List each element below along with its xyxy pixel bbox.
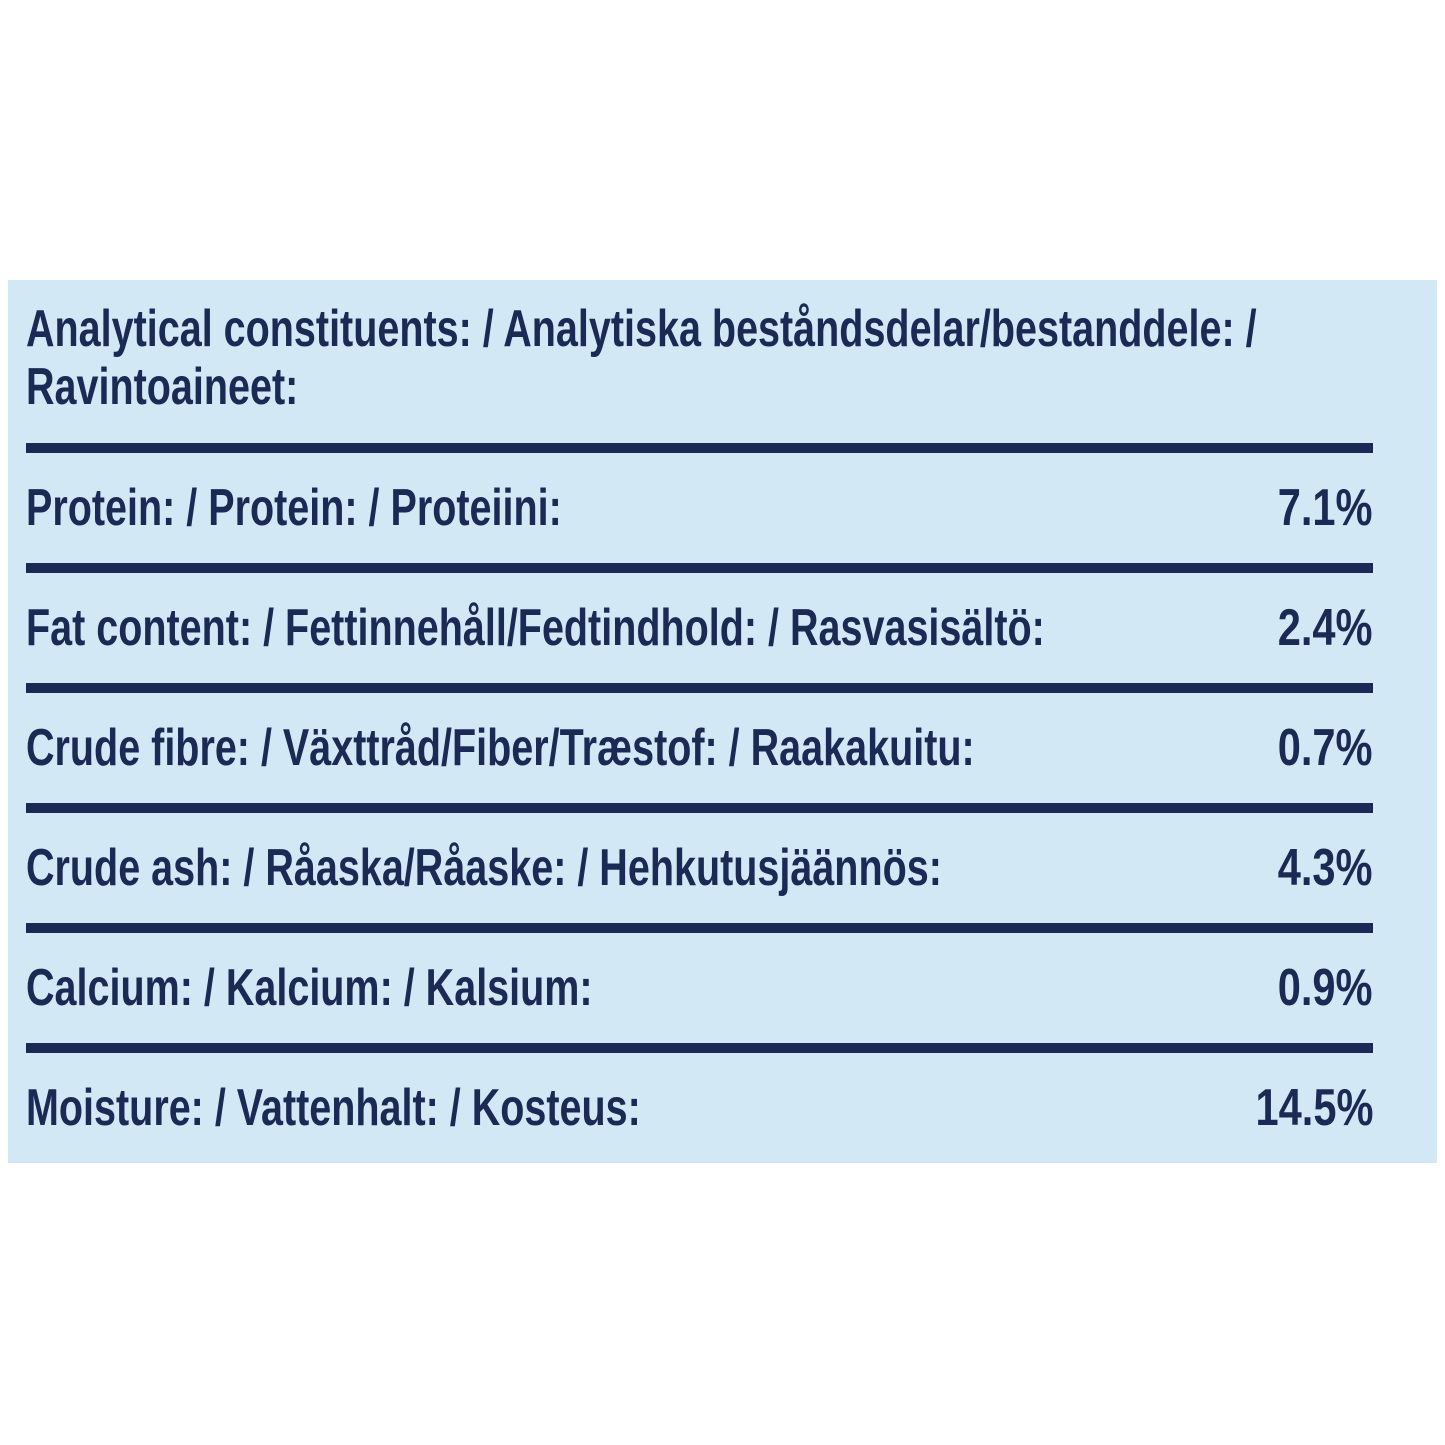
row-divider [26, 1043, 1373, 1053]
nutrient-label: Moisture: / Vattenhalt: / Kosteus: [26, 1079, 641, 1137]
nutrient-label: Fat content: / Fettinnehåll/Fedtindhold: / Rasvasisältö: [26, 599, 1045, 657]
nutrient-label: Crude ash: / Råaska/Råaske: / Hehkutusjäännös: [26, 839, 942, 897]
header-line-2 [26, 358, 1373, 416]
nutrient-row-crude-fibre [26, 693, 1373, 803]
nutrient-row-protein [26, 453, 1373, 563]
nutrient-value: 4.3% [1278, 839, 1373, 897]
nutrient-label: Calcium: / Kalcium: / Kalsium: [26, 959, 593, 1017]
nutrient-value: 14.5% [1255, 1079, 1373, 1137]
nutrient-row-fat [26, 573, 1373, 683]
nutrient-row-crude-ash [26, 813, 1373, 923]
row-divider [26, 443, 1373, 453]
nutrient-value: 7.1% [1278, 479, 1373, 537]
header-line-1-text: Analytical constituents: / Analytiska beståndsdelar/bestanddele: / [26, 300, 1257, 358]
nutrient-value: 2.4% [1278, 599, 1373, 657]
nutrient-label: Crude fibre: / Växttråd/Fiber/Træstof: / Raakakuitu: [26, 719, 975, 777]
nutrient-row-calcium [26, 933, 1373, 1043]
analytical-constituents-panel [8, 280, 1437, 1163]
header-line-2-text: Ravintoaineet: [26, 358, 299, 416]
nutrient-row-moisture [26, 1053, 1373, 1163]
row-divider [26, 803, 1373, 813]
nutrient-value: 0.9% [1278, 959, 1373, 1017]
row-divider [26, 683, 1373, 693]
header-line-1 [26, 300, 1373, 358]
panel-header [26, 300, 1373, 443]
nutrient-label: Protein: / Protein: / Proteiini: [26, 479, 562, 537]
row-divider [26, 923, 1373, 933]
row-divider [26, 563, 1373, 573]
nutrient-value: 0.7% [1278, 719, 1373, 777]
